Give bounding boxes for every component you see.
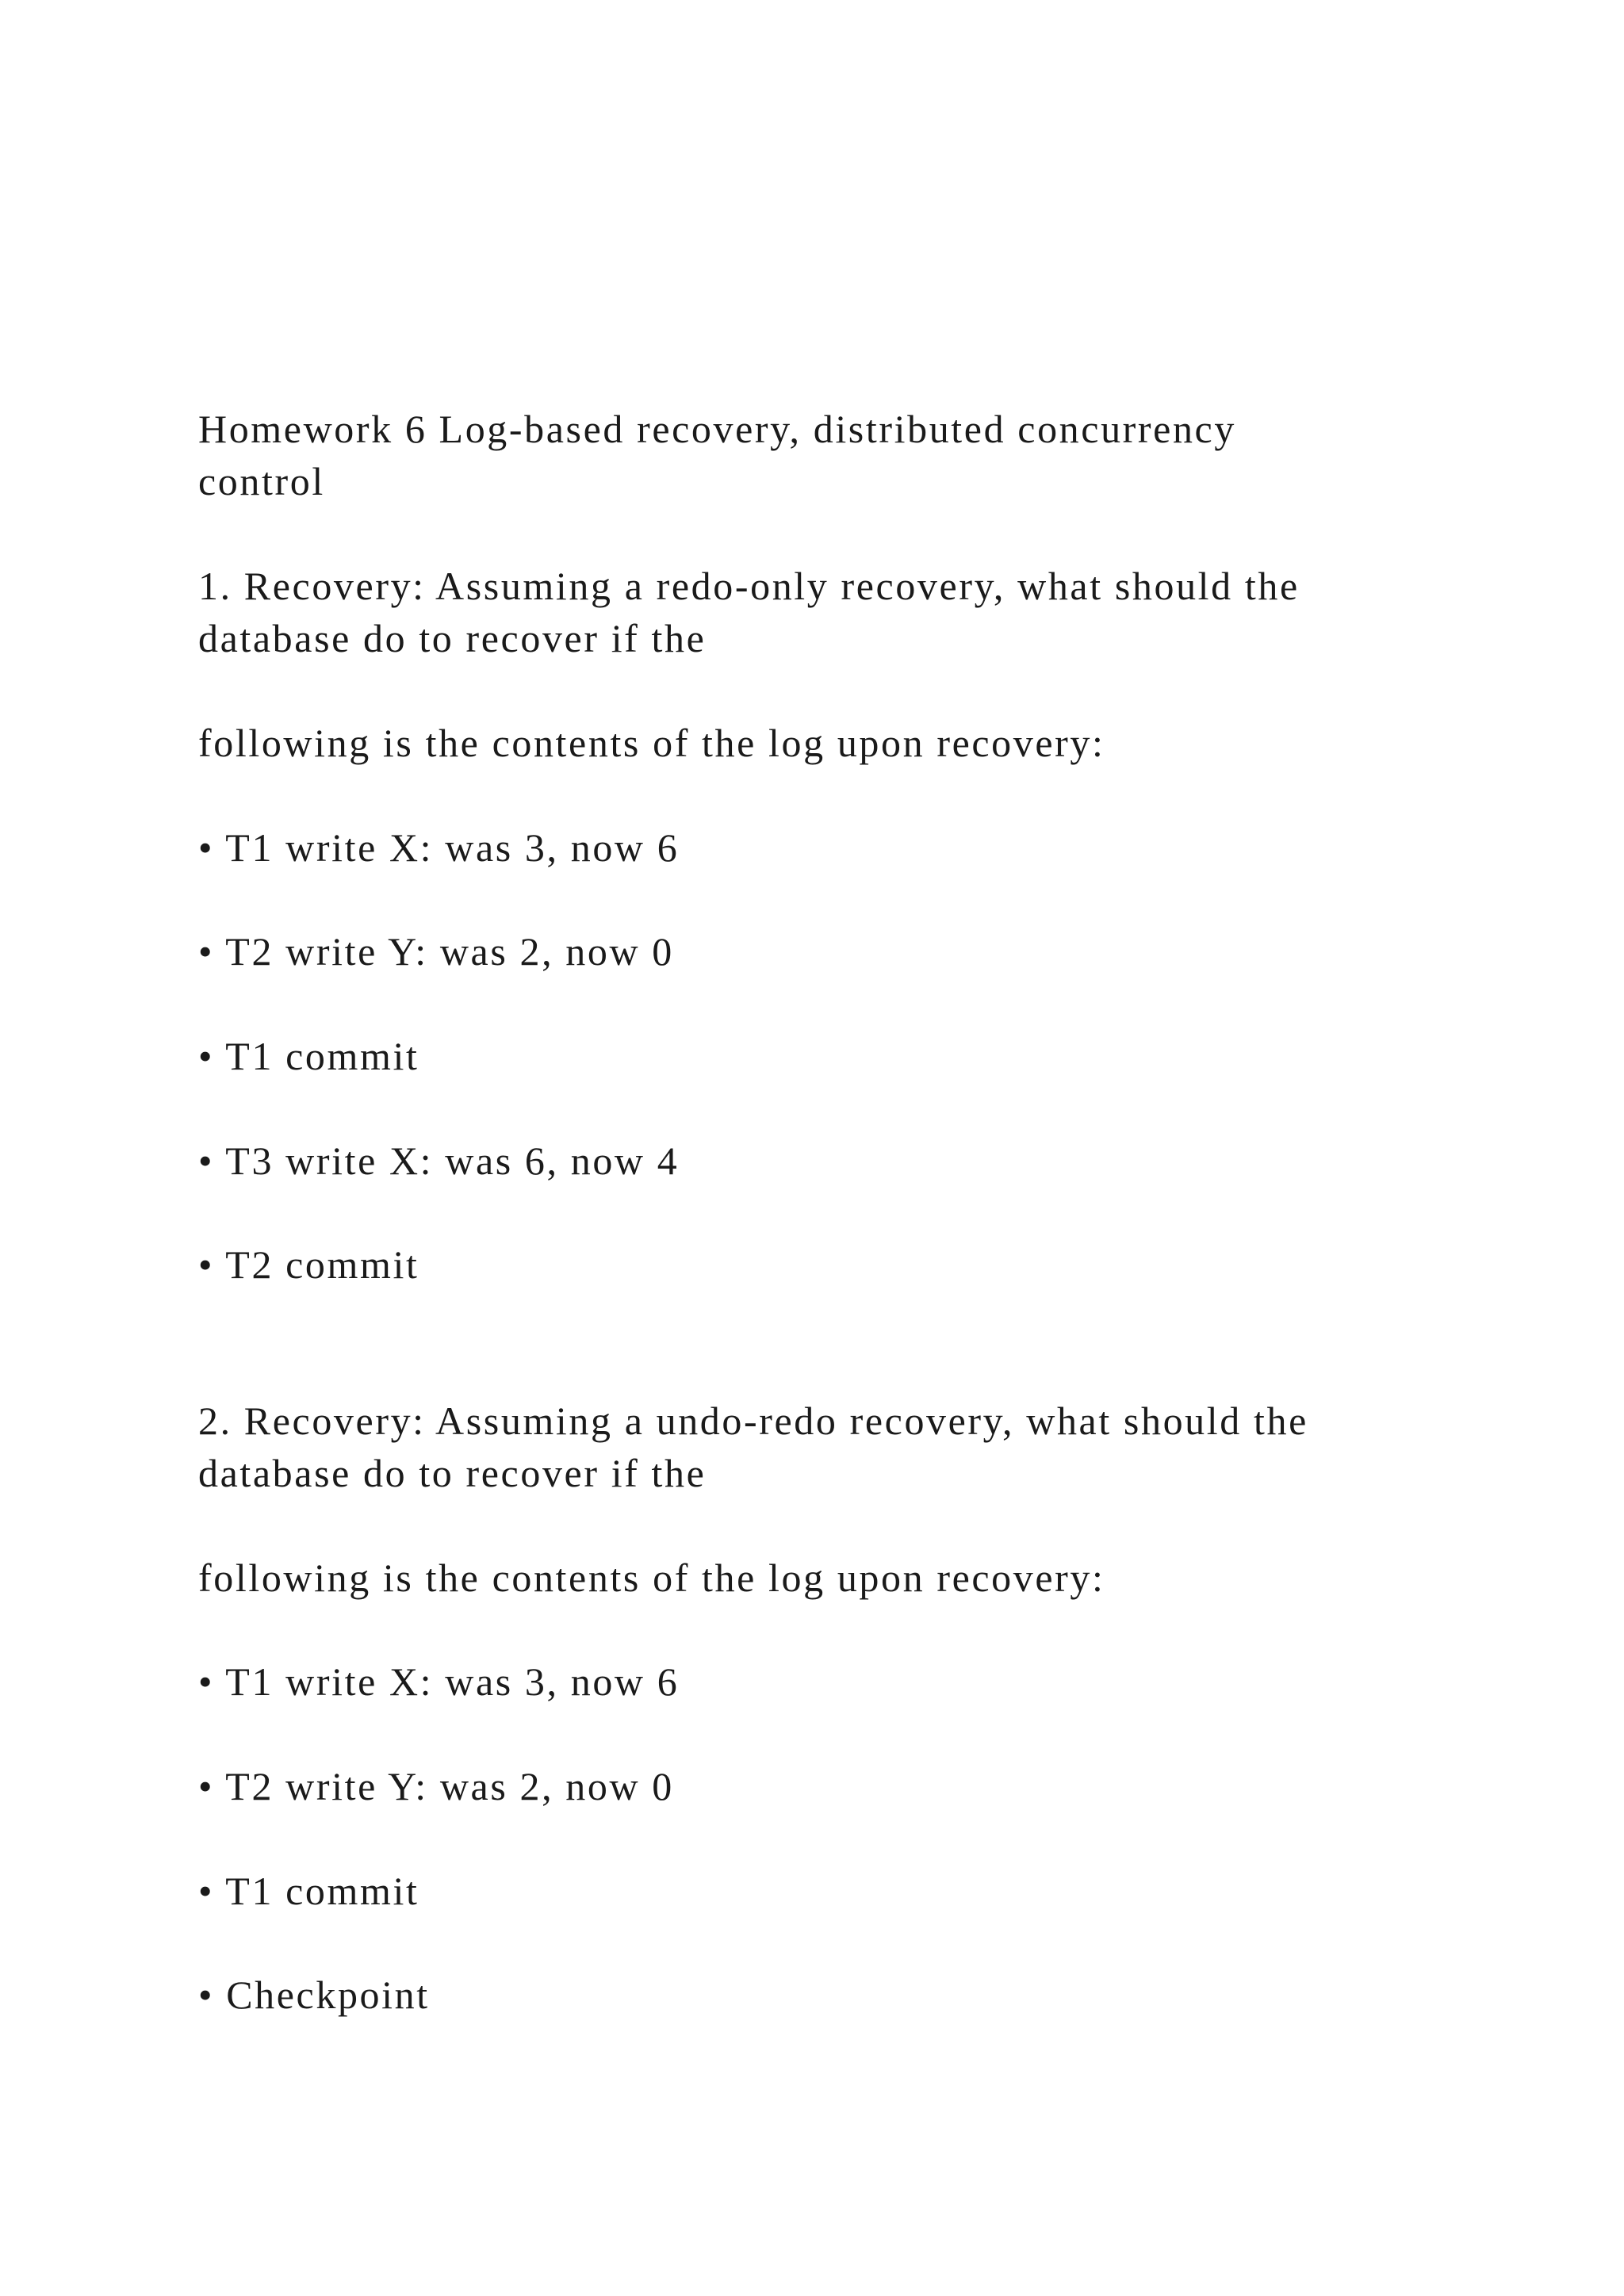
question-1-log-entry: • T2 commit xyxy=(198,1242,419,1287)
question-1-log-entry: • T1 commit xyxy=(198,1034,419,1078)
question-1-prompt-line-3: following is the contents of the log upon recovery: xyxy=(198,721,1105,765)
question-1-prompt-line-1: 1. Recovery: Assuming a redo-only recovery, what should the xyxy=(198,564,1300,608)
question-1-log-entry: • T2 write Y: was 2, now 0 xyxy=(198,929,674,974)
question-1-prompt-line-2: database do to recover if the xyxy=(198,616,707,660)
question-2-prompt-line-3: following is the contents of the log upon recovery: xyxy=(198,1556,1105,1600)
question-2-prompt-line-1: 2. Recovery: Assuming a undo-redo recovery, what should the xyxy=(198,1399,1308,1443)
question-2-log-entry: • T1 commit xyxy=(198,1869,419,1913)
question-2-log-entry: • Checkpoint xyxy=(198,1973,430,2017)
question-2-log-entry: • T1 write X: was 3, now 6 xyxy=(198,1659,680,1704)
document-title-line-1: Homework 6 Log-based recovery, distributed concurrency xyxy=(198,407,1236,451)
document-title-line-2: control xyxy=(198,459,325,503)
question-2-prompt-line-2: database do to recover if the xyxy=(198,1451,707,1495)
question-2-log-entry: • T2 write Y: was 2, now 0 xyxy=(198,1764,674,1808)
question-1-log-entry: • T1 write X: was 3, now 6 xyxy=(198,825,680,870)
question-1-log-entry: • T3 write X: was 6, now 4 xyxy=(198,1138,680,1183)
